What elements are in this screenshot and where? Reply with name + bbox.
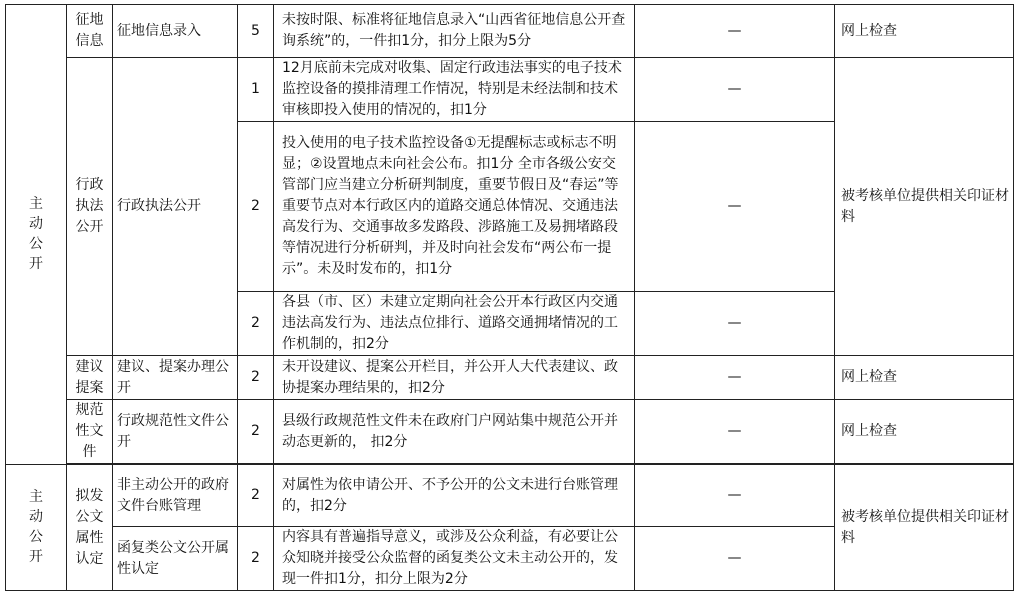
score-cell: 1: [238, 58, 274, 122]
score-cell: 2: [238, 400, 274, 464]
subcategory-cell: 行政执法公开: [67, 58, 113, 356]
standard-cell: 对属性为依申请公开、不予公开的公文未进行台账管理的，扣2分: [274, 465, 635, 527]
method-cell: 网上检查: [835, 356, 1014, 400]
standard-cell: 未开设建议、提案公开栏目，并公开人大代表建议、政协提案办理结果的，扣2分: [274, 356, 635, 400]
standard-cell: 县级行政规范性文件未在政府门户网站集中规范公开并动态更新的， 扣2分: [274, 400, 635, 464]
method-cell: 被考核单位提供相关印证材料: [835, 58, 1014, 356]
table-row: [6, 5, 1014, 58]
score-cell: 2: [238, 527, 274, 591]
category-cell: 主动公开: [6, 465, 67, 591]
method-cell: 被考核单位提供相关印证材料: [835, 465, 1014, 591]
score-cell: 5: [238, 5, 274, 58]
dash-cell: —: [635, 527, 835, 591]
table-row: [6, 58, 1014, 122]
assessment-table: [5, 4, 1014, 591]
method-cell: 网上检查: [835, 400, 1014, 464]
dash-cell: —: [635, 465, 835, 527]
subcategory-cell: 征地信息: [67, 5, 113, 58]
dash-cell: —: [635, 292, 835, 356]
dash-cell: —: [635, 356, 835, 400]
score-cell: 2: [238, 292, 274, 356]
standard-cell: 各县（市、区）未建立定期向社会公开本行政区内交通违法高发行为、违法点位排行、道路交通拥堵情况的工作机制的，扣2分: [274, 292, 635, 356]
category-cell: 主动公开: [6, 5, 67, 465]
table-row: [6, 465, 1014, 527]
score-cell: 2: [238, 122, 274, 292]
dash-cell: —: [635, 400, 835, 464]
dash-cell: —: [635, 58, 835, 122]
item-cell: 非主动公开的政府文件台账管理: [113, 465, 238, 527]
method-cell: 网上检查: [835, 5, 1014, 58]
standard-cell: 12月底前未完成对收集、固定行政违法事实的电子技术监控设备的摸排清理工作情况，特别是未经法制和技术审核即投入使用的情况的，扣1分: [274, 58, 635, 122]
score-cell: 2: [238, 356, 274, 400]
table-row: [6, 400, 1014, 464]
dash-cell: —: [635, 122, 835, 292]
standard-cell: 投入使用的电子技术监控设备①无提醒标志或标志不明显；②设置地点未向社会公布。扣1分 全市各级公安交管部门应当建立分析研判制度，重要节假日及“春运”等重要节点对本行政区内的道路交通总体情况、交通违法高发行为、交通事故多发路段、涉路施工及易拥堵路段等情况进行分析研判，并及时向社会发布“两公布一提示”。未及时发布的，扣1分: [274, 122, 635, 292]
item-cell: 行政执法公开: [113, 58, 238, 356]
standard-cell: 内容具有普遍指导意义，或涉及公众利益，有必要让公众知晓并接受公众监督的函复类公文未主动公开的，发现一件扣1分，扣分上限为2分: [274, 527, 635, 591]
subcategory-cell: 规范性文件: [67, 400, 113, 464]
subcategory-cell: 建议提案: [67, 356, 113, 400]
item-cell: 函复类公文公开属性认定: [113, 527, 238, 591]
dash-cell: —: [635, 5, 835, 58]
item-cell: 建议、提案办理公开: [113, 356, 238, 400]
item-cell: 行政规范性文件公开: [113, 400, 238, 464]
item-cell: 征地信息录入: [113, 5, 238, 58]
standard-cell: 未按时限、标准将征地信息录入“山西省征地信息公开查询系统”的，一件扣1分，扣分上限为5分: [274, 5, 635, 58]
table-row: [6, 356, 1014, 400]
subcategory-cell: 拟发公文属性认定: [67, 465, 113, 591]
score-cell: 2: [238, 465, 274, 527]
